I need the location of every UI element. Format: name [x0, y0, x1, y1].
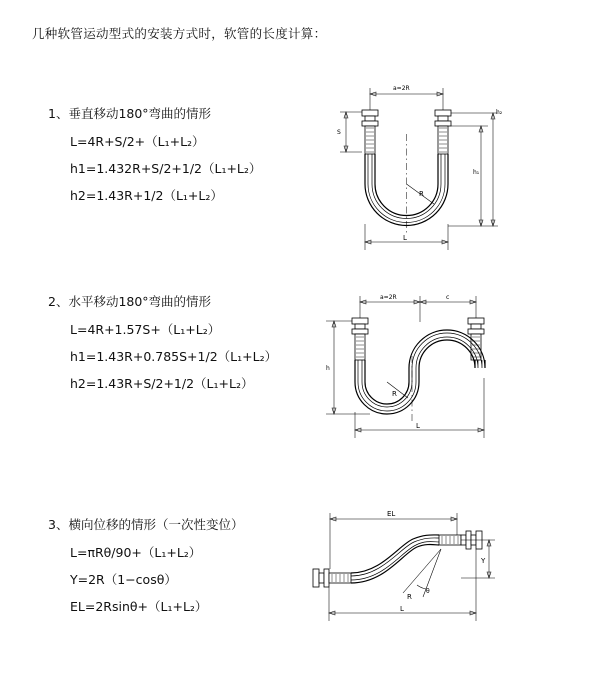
figure-3-svg	[295, 505, 505, 635]
figure-vertical-180-bend	[310, 74, 510, 264]
dim-left-label: S	[337, 129, 341, 136]
dim-top-el	[330, 510, 457, 569]
intro-text: 几种软管运动型式的安装方式时，软管的长度计算：	[32, 26, 327, 41]
dim-top-left-label: a=2R	[380, 294, 397, 301]
dim-top-group	[360, 294, 476, 324]
figure-2-svg	[310, 282, 510, 452]
section-3-formula-2: Y=2R（1−cosθ）	[70, 572, 177, 587]
dim-left-h-label: h	[326, 365, 330, 372]
right-flange-2	[468, 318, 484, 360]
section-2-formula-3: h2=1.43R+S/2+1/2（L₁+L₂）	[70, 376, 254, 391]
section-2-formula-1: L=4R+1.57S+（L₁+L₂）	[70, 322, 221, 337]
dim-y-label: Y	[481, 557, 486, 565]
left-flange	[362, 110, 378, 154]
dim-radius-3-label: R	[407, 593, 412, 601]
section-1-formula-3: h2=1.43R+1/2（L₁+L₂）	[70, 188, 223, 203]
dim-angle-label: θ	[426, 588, 430, 595]
section-1-title: 1、垂直移动180°弯曲的情形	[48, 106, 212, 121]
dim-angle-radius	[403, 549, 441, 601]
dim-top-label: a=2R	[393, 85, 410, 92]
right-flange	[435, 110, 451, 154]
hose-s-curve	[351, 535, 439, 583]
dim-radius-2	[387, 382, 408, 398]
dim-radius-2-label: R	[392, 390, 397, 398]
dim-right-h	[448, 109, 503, 226]
section-1-formula-2: h1=1.432R+S/2+1/2（L₁+L₂）	[70, 161, 262, 176]
dim-h2-label: h₂	[496, 109, 503, 116]
dim-bottom-l-3-label: L	[400, 605, 404, 613]
dim-top	[370, 85, 443, 116]
left-flange-3	[313, 569, 351, 587]
dim-bottom-label: L	[403, 234, 407, 242]
section-3-title: 3、横向位移的情形（一次性变位）	[48, 517, 244, 532]
dim-left-s	[337, 112, 362, 152]
hose-offset-bend	[355, 330, 485, 422]
figure-1-svg	[310, 74, 510, 264]
left-flange-2	[352, 318, 368, 360]
dim-h1-label: h₁	[473, 169, 480, 176]
dim-radius-label: R	[419, 190, 424, 198]
section-2-text	[48, 292, 298, 401]
figure-lateral-offset	[295, 505, 505, 635]
section-2-formula-2: h1=1.43R+0.785S+1/2（L₁+L₂）	[70, 349, 278, 364]
dim-bottom-l-2-label: L	[416, 422, 420, 430]
section-1-formula-1: L=4R+S/2+（L₁+L₂）	[70, 134, 205, 149]
dim-bottom-l-3	[329, 549, 476, 621]
section-1-text	[48, 104, 298, 213]
figure-horizontal-180-bend	[310, 282, 510, 452]
dim-el-label: EL	[387, 510, 396, 518]
dim-radius	[407, 184, 435, 204]
dim-top-right-label: c	[446, 294, 450, 301]
section-3-text	[48, 515, 298, 624]
section-3-formula-1: L=πRθ/90+（L₁+L₂）	[70, 545, 202, 560]
section-3-formula-3: EL=2Rsinθ+（L₁+L₂）	[70, 599, 208, 614]
section-2-title: 2、水平移动180°弯曲的情形	[48, 294, 212, 309]
